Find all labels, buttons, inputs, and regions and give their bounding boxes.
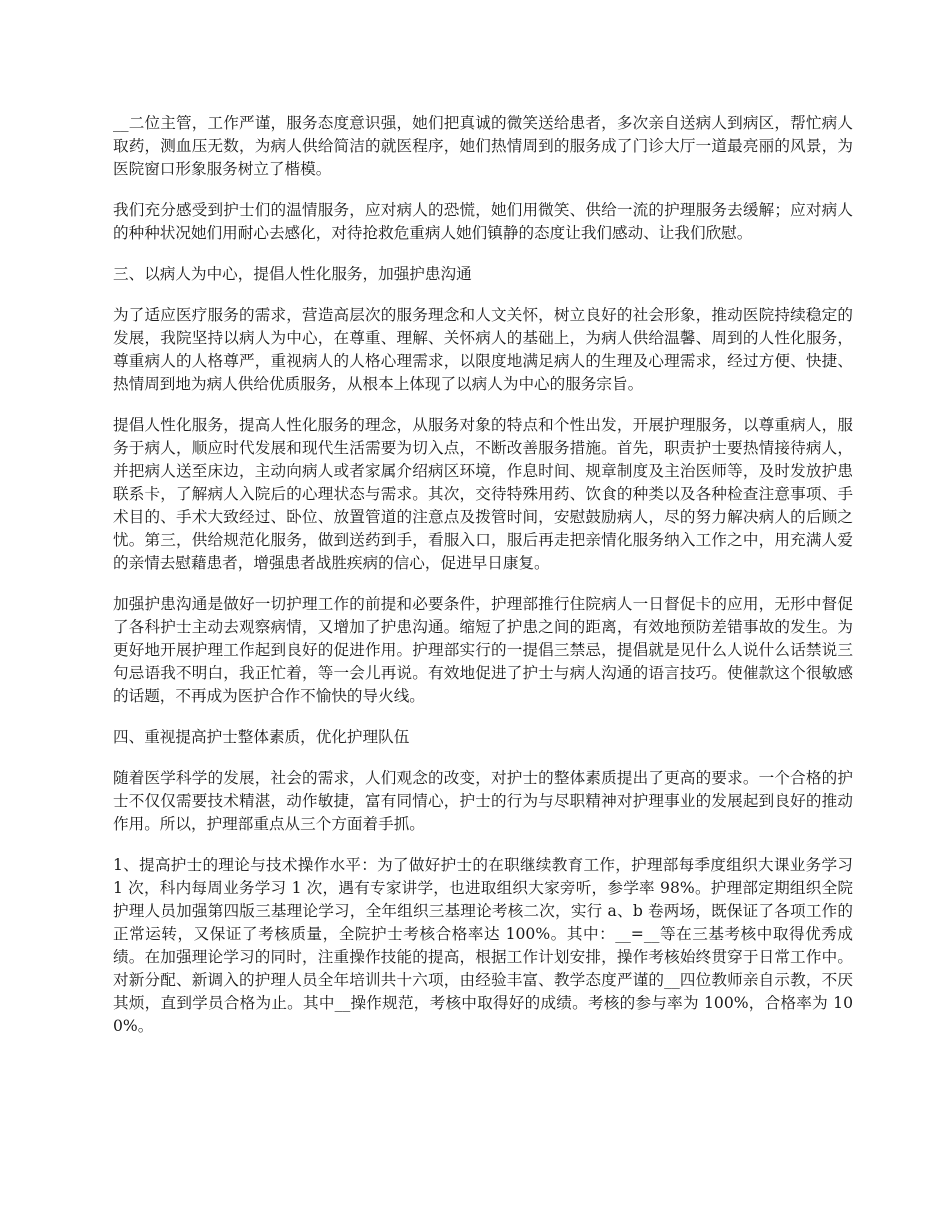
document-page [113,112,853,1056]
section-heading-4: 四、重视提高护士整体素质，优化护理队伍 [113,728,410,746]
section-heading-3: 三、以病人为中心，提倡人性化服务，加强护患沟通 [113,265,472,283]
paragraph-patient-centered: 为了适应医疗服务的需求，营造高层次的服务理念和人文关怀，树立良好的社会形象，推动医院持续稳定的发展，我院坚持以病人为中心，在尊重、理解、关怀病人的基础上，为病人供给温馨、周到的人性化服务，尊重病人的人格尊严，重视病人的人格心理需求，以限度地满足病人的生理及心理需求，经过方便、快捷、热情周到地为病人供给优质服务，从根本上体现了以病人为中心的服务宗旨。 [113,306,853,393]
paragraph-intro-supervisors: __二位主管，工作严谨，服务态度意识强，她们把真诚的微笑送给患者，多次亲自送病人到病区，帮忙病人取药，测血压无数，为病人供给简洁的就医程序，她们热情周到的服务成了门诊大厅一道最亮丽的风景，为医院窗口形象服务树立了楷模。 [113,114,853,178]
paragraph-overall-quality: 随着医学科学的发展，社会的需求，人们观念的改变，对护士的整体素质提出了更高的要求。一个合格的护士不仅仅需要技术精湛，动作敏捷，富有同情心，护士的行为与尽职精神对护理事业的发展起到良好的推动作用。所以，护理部重点从三个方面着手抓。 [113,769,853,833]
paragraph-humanized-service: 提倡人性化服务，提高人性化服务的理念，从服务对象的特点和个性出发，开展护理服务，以尊重病人，服务于病人，顺应时代发展和现代生活需要为切入点，不断改善服务措施。首先，职责护士要热情接待病人，并把病人送至床边，主动向病人或者家属介绍病区环境，作息时间、规章制度及主治医师等，及时发放护患联系卡，了解病人入院后的心理状态与需求。其次，交待特殊用药、饮食的种类以及各种检查注意事项、手术目的、手术大致经过、卧位、放置管道的注意点及拨管时间，安慰鼓励病人，尽的努力解决病人的后顾之忧。第三，供给规范化服务，做到送药到手，看服入口，服后再走把亲情化服务纳入工作之中，用充满人爱的亲情去慰藉患者，增强患者战胜疾病的信心，促进早日康复。 [113,416,853,572]
paragraph-training: 1、提高护士的理论与技术操作水平：为了做好护士的在职继续教育工作，护理部每季度组织大课业务学习 1 次，科内每周业务学习 1 次，遇有专家讲学，也进取组织大家旁听，参学率 98%。护理部定期组织全院护理人员加强第四版三基理论学习，全年组织三基理论考核二次，实行 a、b 卷两场，既保证了各项工作的正常运转，又保证了考核质量，全院护士考核合格率达 100%。其中：__=__等在三基考核中取得优秀成绩。在加强理论学习的同时，注重操作技能的提高，根据工作计划安排，操作考核始终贯穿于日常工作中。对新分配、新调入的护理人员全年培训共十六项，由经验丰富、教学态度严谨的__四位教师亲自示教，不厌其烦，直到学员合格为止。其中__操作规范，考核中取得好的成绩。考核的参与率为 100%，合格率为 100%。 [113,856,853,1035]
paragraph-communication: 加强护患沟通是做好一切护理工作的前提和必要条件，护理部推行住院病人一日督促卡的应用，无形中督促了各科护士主动去观察病情，又增加了护患沟通。缩短了护患之间的距离，有效地预防差错事故的发生。为更好地开展护理工作起到良好的促进作用。护理部实行的一提倡三禁忌，提倡就是见什么人说什么话禁说三句忌语我不明白，我正忙着，等一会儿再说。有效地促进了护士与病人沟通的语言技巧。使催款这个很敏感的话题，不再成为医护合作不愉快的导火线。 [113,595,853,705]
paragraph-warm-service: 我们充分感受到护士们的温情服务，应对病人的恐慌，她们用微笑、供给一流的护理服务去缓解；应对病人的种种状况她们用耐心去感化，对待抢救危重病人她们镇静的态度让我们感动、让我们欣慰。 [113,201,853,242]
